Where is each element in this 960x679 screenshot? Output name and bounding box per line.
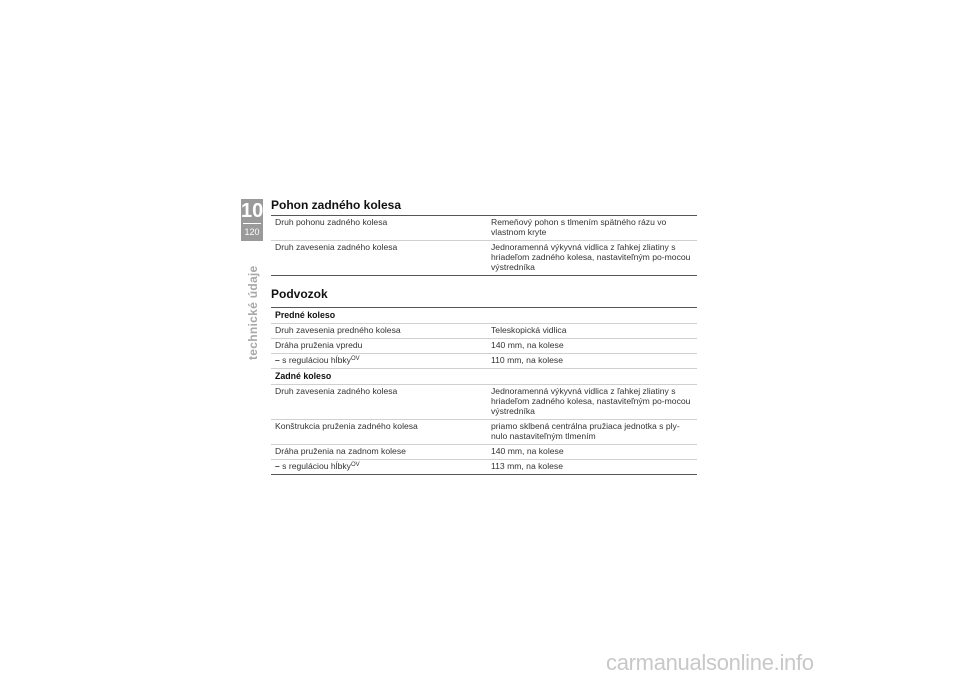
row-value: 110 mm, na kolese: [485, 354, 697, 369]
row-label-text: s reguláciou hĺbky: [282, 355, 351, 365]
table-row: [271, 339, 697, 354]
row-value: priamo sklbená centrálna pružiaca jednotka s ply-nulo nastaviteľným tlmením: [485, 420, 697, 445]
table-row: [271, 354, 697, 369]
rear-drive-table: [271, 215, 697, 276]
subsection-header: [271, 308, 697, 324]
row-label-text: s reguláciou hĺbky: [282, 461, 351, 471]
row-label: Dráha pruženia na zadnom kolese: [271, 445, 485, 460]
chassis-table: [271, 307, 697, 475]
row-label: Druh zavesenia predného kolesa: [271, 324, 485, 339]
row-value: 113 mm, na kolese: [485, 460, 697, 475]
row-value: 140 mm, na kolese: [485, 445, 697, 460]
row-label: Druh zavesenia zadného kolesa: [271, 241, 485, 276]
watermark: carmanualsonline.info: [606, 650, 814, 675]
chapter-divider: [243, 223, 261, 224]
row-label: Dráha pruženia vpredu: [271, 339, 485, 354]
option-superscript: OV: [350, 462, 360, 468]
row-label: [271, 354, 485, 369]
table-row: [271, 420, 697, 445]
table-row: [271, 460, 697, 475]
subsection-title-rear-wheel: Zadné koleso: [271, 369, 697, 385]
row-value: Jednoramenná výkyvná vidlica z ľahkej zliatiny s hriadeľom zadného kolesa, nastaviteľným po-mocou výstredníka: [485, 385, 697, 420]
row-label: Konštrukcia pruženia zadného kolesa: [271, 420, 485, 445]
table-row: [271, 216, 697, 241]
subsection-title-front-wheel: Predné koleso: [271, 308, 697, 324]
table-row: [271, 385, 697, 420]
option-superscript: OV: [350, 356, 360, 362]
row-label: Druh pohonu zadného kolesa: [271, 216, 485, 241]
section-title-rear-drive: Pohon zadného kolesa: [271, 198, 402, 212]
row-value: Remeňový pohon s tlmením spätného rázu vo vlastnom kryte: [485, 216, 697, 241]
row-label: Druh zavesenia zadného kolesa: [271, 385, 485, 420]
row-label: [271, 460, 485, 475]
table-row: [271, 445, 697, 460]
row-value: Teleskopická vidlica: [485, 324, 697, 339]
subsection-header: [271, 369, 697, 385]
table-row: [271, 324, 697, 339]
dash-marker: –: [275, 461, 280, 471]
section-title-chassis: Podvozok: [271, 287, 328, 301]
chapter-title-vertical: technické údaje: [246, 265, 260, 360]
row-value: 140 mm, na kolese: [485, 339, 697, 354]
dash-marker: –: [275, 355, 280, 365]
chapter-number: 10: [241, 200, 264, 222]
page-number: 120: [244, 227, 260, 237]
row-value: Jednoramenná výkyvná vidlica z ľahkej zliatiny s hriadeľom zadného kolesa, nastaviteľným po-mocou výstredníka: [485, 241, 697, 276]
chapter-tab: [241, 199, 263, 241]
table-row: [271, 241, 697, 276]
